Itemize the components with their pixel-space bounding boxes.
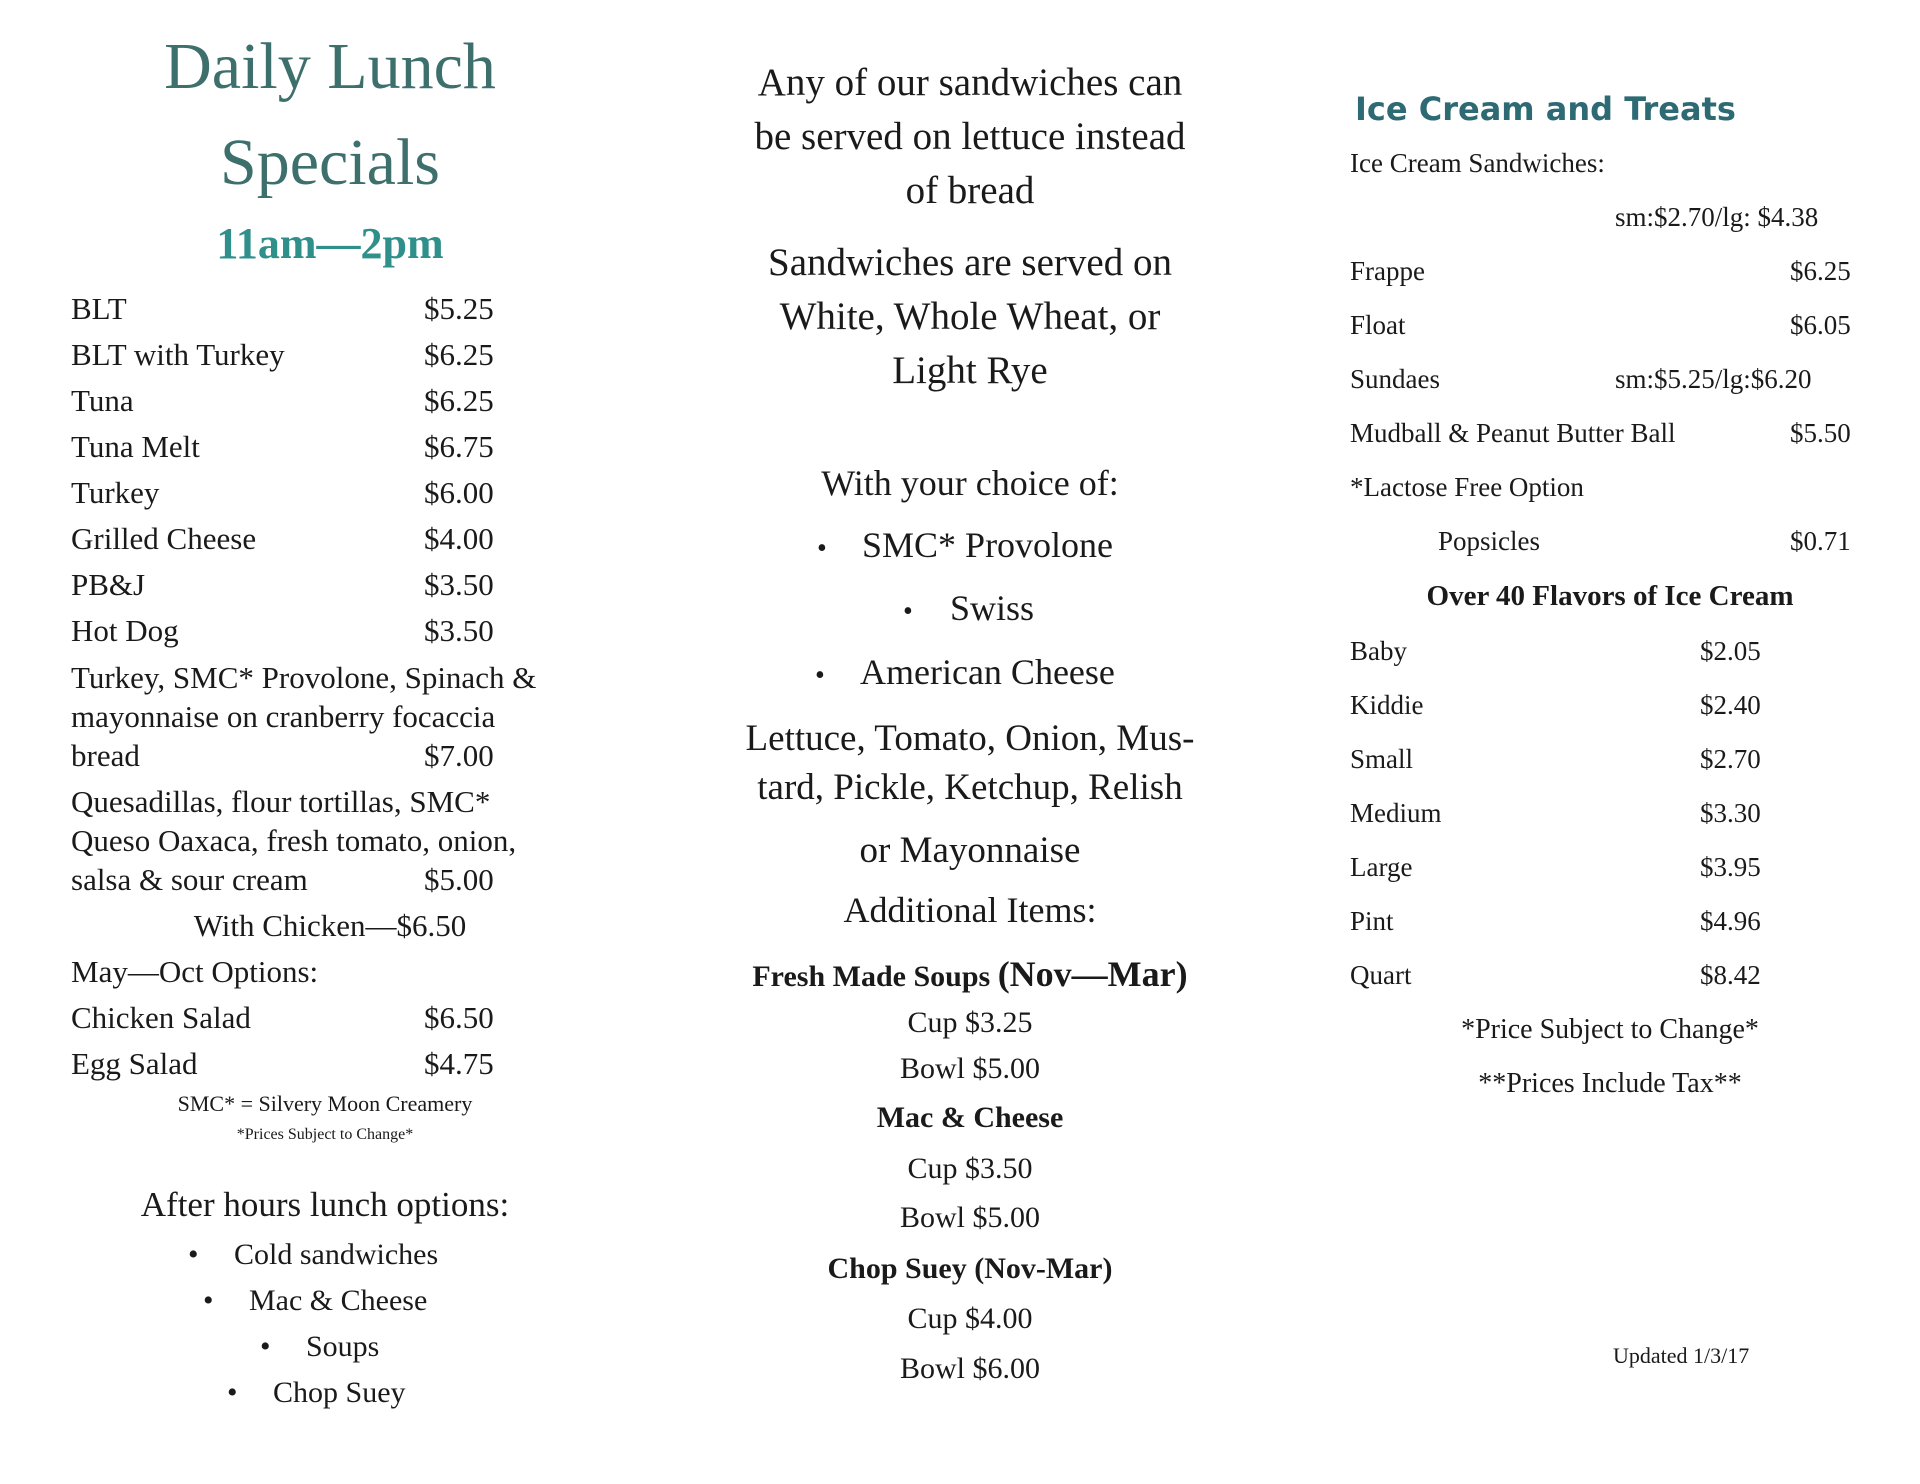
quesadilla-price: $5.00: [424, 862, 494, 897]
chop-suey-cup-price: Cup $4.00: [907, 1302, 1033, 1335]
menu-item-price: $4.00: [424, 521, 494, 556]
menu-item-price: $5.25: [424, 291, 494, 326]
menu-item-name: Turkey: [71, 475, 160, 510]
lunch-title-line1: Daily Lunch: [164, 30, 496, 103]
toppings-line1: Lettuce, Tomato, Onion, Mus-: [745, 718, 1195, 759]
lunch-hours: 11am—2pm: [216, 219, 444, 268]
seasonal-label: May—Oct Options:: [71, 954, 319, 989]
bullet-icon: •: [815, 660, 825, 691]
bread-line3: Light Rye: [892, 349, 1048, 392]
after-hours-title: After hours lunch options:: [140, 1185, 510, 1224]
bullet-icon: •: [203, 1284, 214, 1317]
soups-title: Fresh Made Soups (Nov—Mar): [752, 954, 1188, 994]
bullet-icon: •: [188, 1238, 199, 1271]
turkey-special-line3: bread: [71, 738, 140, 773]
menu-item-price: $6.50: [424, 1000, 494, 1035]
size-name: Pint: [1350, 906, 1394, 936]
bullet-icon: •: [260, 1330, 271, 1363]
quesadilla-line3: salsa & sour cream: [71, 862, 308, 897]
treat-name: Sundaes: [1350, 364, 1440, 394]
toppings-line3: or Mayonnaise: [859, 830, 1081, 871]
after-hours-item: • Mac & Cheese: [203, 1284, 428, 1317]
bread-line2: White, Whole Wheat, or: [779, 295, 1161, 338]
menu-item-price: $6.25: [424, 383, 494, 418]
tax-note: **Prices Include Tax**: [1478, 1068, 1742, 1099]
additional-items-label: Additional Items:: [843, 890, 1097, 930]
menu-item-name: Egg Salad: [71, 1046, 198, 1081]
menu-item-price: $6.75: [424, 429, 494, 464]
menu-item-price: $3.50: [424, 567, 494, 602]
lettuce-option-line1: Any of our sandwiches can: [757, 61, 1183, 104]
size-price: $2.40: [1700, 690, 1761, 720]
cheese-choice-label: With your choice of:: [821, 463, 1119, 503]
after-hours-item: • Cold sandwiches: [188, 1238, 439, 1271]
bread-line1: Sandwiches are served on: [768, 241, 1172, 284]
cheese-option: • SMC* Provolone: [817, 525, 1114, 565]
mac-cup-price: Cup $3.50: [907, 1152, 1033, 1185]
ice-cream-sandwiches-price: sm:$2.70/lg: $4.38: [1615, 202, 1819, 232]
size-price: $2.70: [1700, 744, 1761, 774]
menu-item-name: BLT: [71, 291, 127, 326]
treat-price: sm:$5.25/lg:$6.20: [1615, 364, 1812, 394]
turkey-special-line2: mayonnaise on cranberry focaccia: [71, 699, 496, 734]
size-name: Quart: [1350, 960, 1412, 990]
ice-cream-title: Ice Cream and Treats: [1355, 90, 1736, 128]
size-name: Large: [1350, 852, 1413, 882]
lactose-free-label: *Lactose Free Option: [1350, 472, 1584, 502]
cheese-option: • Swiss: [903, 588, 1035, 628]
updated-date: Updated 1/3/17: [1613, 1343, 1750, 1368]
price-change-note: *Price Subject to Change*: [1461, 1014, 1759, 1045]
size-price: $3.95: [1700, 852, 1761, 882]
chop-suey-title: Chop Suey (Nov-Mar): [827, 1252, 1113, 1285]
mac-title: Mac & Cheese: [876, 1101, 1064, 1134]
menu-item-name: Chicken Salad: [71, 1000, 251, 1035]
menu-item-name: BLT with Turkey: [71, 337, 285, 372]
lunch-price-note: *Prices Subject to Change*: [236, 1126, 414, 1143]
size-name: Baby: [1350, 636, 1407, 666]
menu-item-name: PB&J: [71, 567, 146, 602]
treat-price: $5.50: [1790, 418, 1851, 448]
cheese-option: • American Cheese: [815, 652, 1115, 692]
treat-name: Frappe: [1350, 256, 1425, 286]
menu-item-price: $6.25: [424, 337, 494, 372]
turkey-special-price: $7.00: [424, 738, 494, 773]
bullet-icon: •: [227, 1376, 238, 1409]
menu-item-price: $4.75: [424, 1046, 494, 1081]
toppings-line2: tard, Pickle, Ketchup, Relish: [757, 767, 1183, 808]
menu-item-name: Tuna: [71, 383, 134, 418]
soups-bowl-price: Bowl $5.00: [899, 1052, 1040, 1085]
quesadilla-line1: Quesadillas, flour tortillas, SMC*: [71, 784, 491, 819]
lettuce-option-line2: be served on lettuce instead: [754, 115, 1186, 158]
bullet-icon: •: [817, 533, 827, 564]
bullet-icon: •: [903, 596, 913, 627]
flavors-title: Over 40 Flavors of Ice Cream: [1426, 580, 1794, 612]
menu-item-price: $3.50: [424, 613, 494, 648]
size-price: $3.30: [1700, 798, 1761, 828]
ice-cream-sandwiches-label: Ice Cream Sandwiches:: [1350, 148, 1605, 178]
treat-name: Popsicles: [1438, 526, 1541, 556]
soups-season: (Nov—Mar): [997, 954, 1188, 994]
turkey-special-line1: Turkey, SMC* Provolone, Spinach &: [71, 660, 537, 695]
menu-item-name: Hot Dog: [71, 613, 179, 648]
size-name: Kiddie: [1350, 690, 1424, 720]
size-price: $4.96: [1700, 906, 1761, 936]
chop-suey-bowl-price: Bowl $6.00: [899, 1352, 1040, 1385]
after-hours-item: • Chop Suey: [227, 1376, 406, 1409]
treat-price: $6.05: [1790, 310, 1851, 340]
treat-name: Float: [1350, 310, 1406, 340]
soups-cup-price: Cup $3.25: [907, 1006, 1033, 1039]
treat-price: $0.71: [1790, 526, 1851, 556]
size-price: $8.42: [1700, 960, 1761, 990]
mac-bowl-price: Bowl $5.00: [899, 1201, 1040, 1234]
lettuce-option-line3: of bread: [905, 169, 1035, 212]
smc-note: SMC* = Silvery Moon Creamery: [177, 1091, 473, 1116]
menu-item-name: Grilled Cheese: [71, 521, 257, 556]
size-name: Medium: [1350, 798, 1442, 828]
menu-item-price: $6.00: [424, 475, 494, 510]
treat-price: $6.25: [1790, 256, 1851, 286]
menu-item-name: Tuna Melt: [71, 429, 200, 464]
with-chicken-option: With Chicken—$6.50: [193, 908, 467, 943]
size-name: Small: [1350, 744, 1414, 774]
after-hours-item: • Soups: [260, 1330, 380, 1363]
lunch-title-line2: Specials: [220, 126, 440, 199]
treat-name: Mudball & Peanut Butter Ball: [1350, 418, 1676, 448]
size-price: $2.05: [1700, 636, 1761, 666]
quesadilla-line2: Queso Oaxaca, fresh tomato, onion,: [71, 823, 517, 858]
